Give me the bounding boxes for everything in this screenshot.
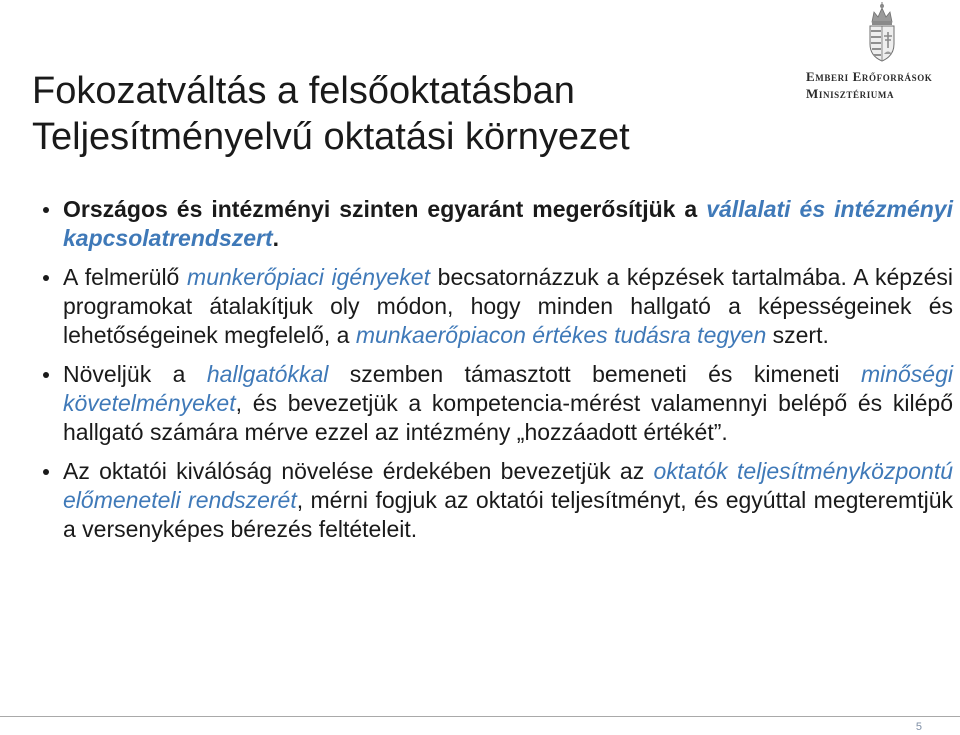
bullet-item — [40, 360, 953, 447]
highlighted-term: munkaerőpiacon értékes tudásra tegyen — [355, 322, 767, 348]
highlighted-term: munkerőpiaci igényeket — [187, 264, 430, 290]
bullet-text: A felmerülő — [63, 264, 188, 290]
bullet-item — [40, 263, 953, 350]
footer-divider — [0, 716, 960, 717]
slide-title-line2: Teljesítményelvű oktatási környezet — [32, 116, 630, 158]
highlighted-term: hallgatókkal — [206, 361, 329, 387]
bullet-text: . — [272, 225, 280, 251]
bullet-item — [40, 457, 953, 544]
ministry-name-line1: Emberi Erőforrások — [806, 69, 933, 84]
bullet-item — [40, 195, 953, 253]
bullet-text: szemben támasztott bemeneti és kimeneti — [328, 361, 861, 387]
highlighted-term: minőségi követelményeket — [63, 361, 953, 416]
bullet-list — [40, 195, 953, 554]
bullet-text: , és bevezetjük a kompetencia-mérést valamennyi belépő és kilépő hallgató számára mérve ezzel az intézmény „hozzáadott értékét”. — [63, 390, 953, 445]
page-number: 5 — [915, 721, 922, 733]
bullet-text: szert. — [766, 322, 829, 348]
ministry-name — [806, 68, 960, 102]
ministry-logo — [806, 2, 960, 102]
bullet-text: , mérni fogjuk az oktatói teljesítményt, és egyúttal megteremtjük a versenyképes bérezés feltételeit. — [63, 487, 954, 542]
coat-of-arms-icon — [865, 2, 899, 62]
slide-title-line1: Fokozatváltás a felsőoktatásban — [32, 70, 575, 112]
ministry-name-line2: Minisztériuma — [806, 86, 895, 101]
highlighted-term: vállalati és intézményi kapcsolatrendszert — [63, 196, 953, 251]
highlighted-term: oktatók teljesítményközpontú előmeneteli rendszerét — [63, 458, 954, 513]
bullet-text: Országos és intézményi szinten egyaránt megerősítjük a — [63, 196, 707, 222]
bullet-text: Az oktatói kiválóság növelése érdekében bevezetjük az — [63, 458, 654, 484]
slide-title — [32, 68, 630, 160]
bullet-text: Növeljük a — [63, 361, 207, 387]
bullet-text: becsatornázzuk a képzések tartalmába. A képzési programokat átalakítjuk oly módon, hogy minden hallgató a képességeinek és lehetőségeinek megfelelő, a — [63, 264, 953, 348]
